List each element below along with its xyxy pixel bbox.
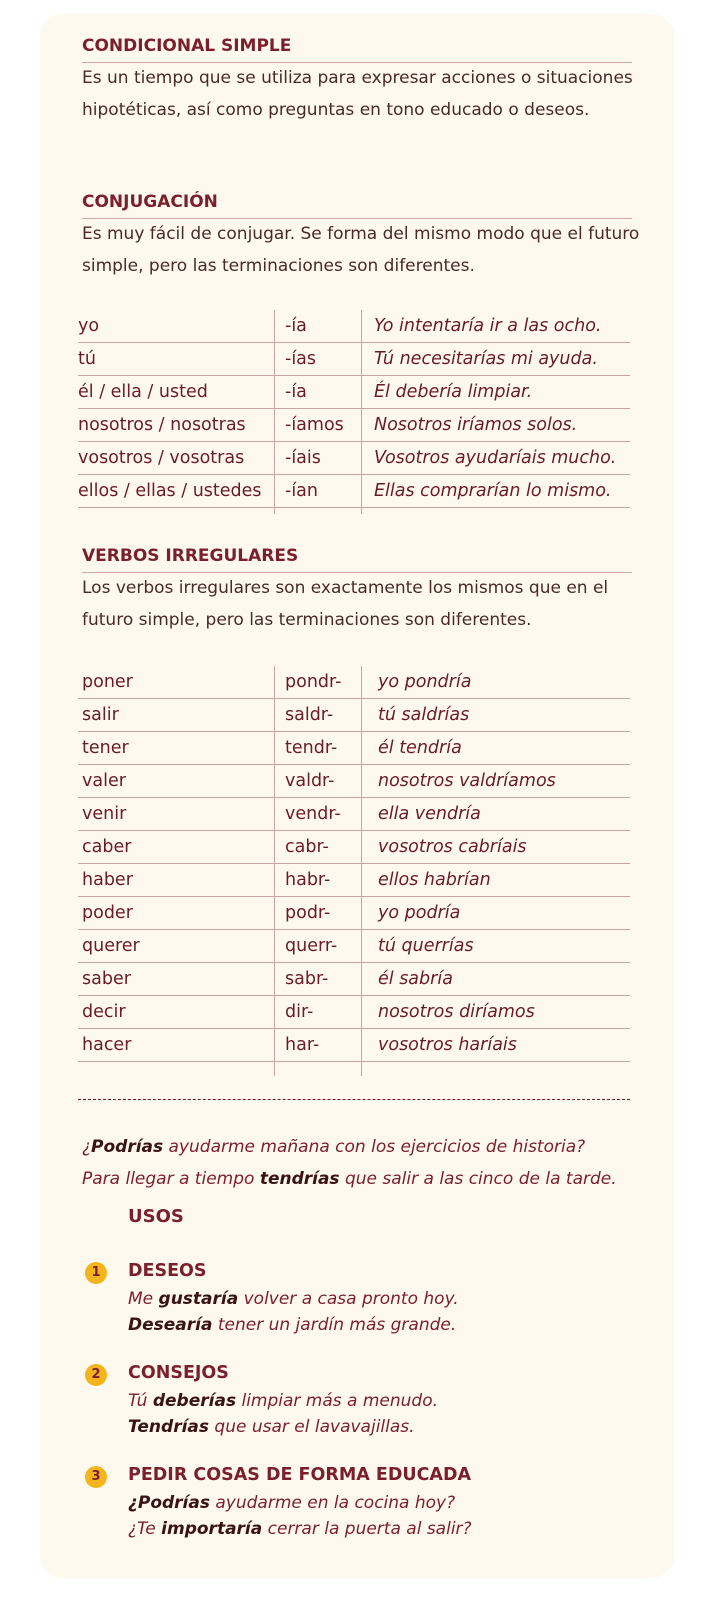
table-row bbox=[78, 475, 630, 508]
example-cell: yo podría bbox=[378, 903, 461, 923]
stem-cell: pondr- bbox=[285, 672, 342, 692]
table-row bbox=[78, 798, 630, 831]
pronoun-cell: ellos / ellas / ustedes bbox=[78, 481, 262, 501]
example-sentence: ¿Podrías ayudarme mañana con los ejercicios de historia? bbox=[82, 1137, 586, 1157]
example-cell: nosotros diríamos bbox=[378, 1002, 535, 1022]
example-cell: vosotros haríais bbox=[378, 1035, 517, 1055]
verb-cell: venir bbox=[82, 804, 127, 824]
ending-cell: -ía bbox=[285, 382, 307, 402]
dashed-divider bbox=[78, 1099, 630, 1100]
verb-cell: tener bbox=[82, 738, 129, 758]
table-row bbox=[78, 343, 630, 376]
uso-example: Me gustaría volver a casa pronto hoy. bbox=[128, 1289, 459, 1309]
uso-example: Tú deberías limpiar más a menudo. bbox=[128, 1391, 439, 1411]
stem-cell: tendr- bbox=[285, 738, 338, 758]
number-badge: 2 bbox=[85, 1364, 107, 1386]
stem-cell: querr- bbox=[285, 936, 338, 956]
example-cell: nosotros valdríamos bbox=[378, 771, 556, 791]
stem-cell: podr- bbox=[285, 903, 331, 923]
column-divider bbox=[361, 666, 362, 1076]
example-cell: Nosotros iríamos solos. bbox=[374, 415, 578, 435]
example-cell: Tú necesitarías mi ayuda. bbox=[374, 349, 598, 369]
usos-title: USOS bbox=[128, 1206, 184, 1227]
conjugation-table bbox=[78, 310, 630, 508]
column-divider bbox=[274, 310, 275, 514]
example-cell: Vosotros ayudaríais mucho. bbox=[374, 448, 617, 468]
table-row bbox=[78, 765, 630, 798]
table-row bbox=[78, 376, 630, 409]
pronoun-cell: vosotros / vosotras bbox=[78, 448, 245, 468]
section-title-conjugacion: CONJUGACIÓN bbox=[82, 192, 632, 219]
pronoun-cell: yo bbox=[78, 316, 100, 336]
example-cell: Él debería limpiar. bbox=[374, 382, 533, 402]
ending-cell: -íamos bbox=[285, 415, 344, 435]
example-cell: él sabría bbox=[378, 969, 453, 989]
example-cell: yo pondría bbox=[378, 672, 472, 692]
table-row bbox=[78, 732, 630, 765]
irregular-verbs-table bbox=[78, 666, 630, 1062]
table-row bbox=[78, 409, 630, 442]
verb-cell: salir bbox=[82, 705, 119, 725]
ending-cell: -ías bbox=[285, 349, 317, 369]
table-row bbox=[78, 897, 630, 930]
example-cell: tú saldrías bbox=[378, 705, 470, 725]
example-cell: vosotros cabríais bbox=[378, 837, 527, 857]
table-row bbox=[78, 442, 630, 475]
verb-cell: hacer bbox=[82, 1035, 132, 1055]
verb-cell: caber bbox=[82, 837, 132, 857]
verb-cell: valer bbox=[82, 771, 126, 791]
uso-heading: CONSEJOS bbox=[128, 1363, 229, 1383]
uso-example: Desearía tener un jardín más grande. bbox=[128, 1315, 457, 1335]
section-title-irregulares: VERBOS IRREGULARES bbox=[82, 546, 632, 573]
example-cell: Yo intentaría ir a las ocho. bbox=[374, 316, 602, 336]
uso-example: ¿Te importaría cerrar la puerta al salir? bbox=[128, 1519, 472, 1539]
example-cell: él tendría bbox=[378, 738, 462, 758]
number-badge: 3 bbox=[85, 1466, 107, 1488]
table-row bbox=[78, 699, 630, 732]
table-row bbox=[78, 831, 630, 864]
irregulares-description: Los verbos irregulares son exactamente los mismos que en el futuro simple, pero las terminaciones son diferentes. bbox=[82, 578, 609, 630]
example-cell: tú querrías bbox=[378, 936, 474, 956]
example-cell: ella vendría bbox=[378, 804, 481, 824]
stem-cell: har- bbox=[285, 1035, 320, 1055]
uso-example: ¿Podrías ayudarme en la cocina hoy? bbox=[128, 1493, 456, 1513]
pronoun-cell: él / ella / usted bbox=[78, 382, 208, 402]
verb-cell: haber bbox=[82, 870, 133, 890]
ending-cell: -ía bbox=[285, 316, 307, 336]
example-cell: Ellas comprarían lo mismo. bbox=[374, 481, 612, 501]
verb-cell: querer bbox=[82, 936, 140, 956]
uso-heading: DESEOS bbox=[128, 1261, 207, 1281]
stem-cell: saldr- bbox=[285, 705, 334, 725]
example-cell: ellos habrían bbox=[378, 870, 491, 890]
ending-cell: -ían bbox=[285, 481, 318, 501]
stem-cell: dir- bbox=[285, 1002, 314, 1022]
conjugacion-description: Es muy fácil de conjugar. Se forma del mismo modo que el futuro simple, pero las terminaciones son diferentes. bbox=[82, 224, 640, 276]
table-row bbox=[78, 864, 630, 897]
table-row bbox=[78, 666, 630, 699]
pronoun-cell: tú bbox=[78, 349, 96, 369]
stem-cell: habr- bbox=[285, 870, 331, 890]
verb-cell: poner bbox=[82, 672, 133, 692]
column-divider bbox=[361, 310, 362, 514]
stem-cell: sabr- bbox=[285, 969, 329, 989]
uso-heading: PEDIR COSAS DE FORMA EDUCADA bbox=[128, 1465, 472, 1485]
verb-cell: decir bbox=[82, 1002, 126, 1022]
stem-cell: vendr- bbox=[285, 804, 341, 824]
stem-cell: cabr- bbox=[285, 837, 329, 857]
table-row bbox=[78, 310, 630, 343]
example-sentence: Para llegar a tiempo tendrías que salir a las cinco de la tarde. bbox=[82, 1169, 617, 1189]
ending-cell: -íais bbox=[285, 448, 321, 468]
section-title-condicional: CONDICIONAL SIMPLE bbox=[82, 36, 632, 63]
number-badge: 1 bbox=[85, 1262, 107, 1284]
table-row bbox=[78, 1029, 630, 1062]
pronoun-cell: nosotros / nosotras bbox=[78, 415, 246, 435]
uso-example: Tendrías que usar el lavavajillas. bbox=[128, 1417, 415, 1437]
table-row bbox=[78, 963, 630, 996]
stem-cell: valdr- bbox=[285, 771, 335, 791]
condicional-description: Es un tiempo que se utiliza para expresar acciones o situaciones hipotéticas, así como preguntas en tono educado o deseos. bbox=[82, 68, 633, 120]
verb-cell: saber bbox=[82, 969, 131, 989]
column-divider bbox=[274, 666, 275, 1076]
table-row bbox=[78, 996, 630, 1029]
table-row bbox=[78, 930, 630, 963]
verb-cell: poder bbox=[82, 903, 133, 923]
